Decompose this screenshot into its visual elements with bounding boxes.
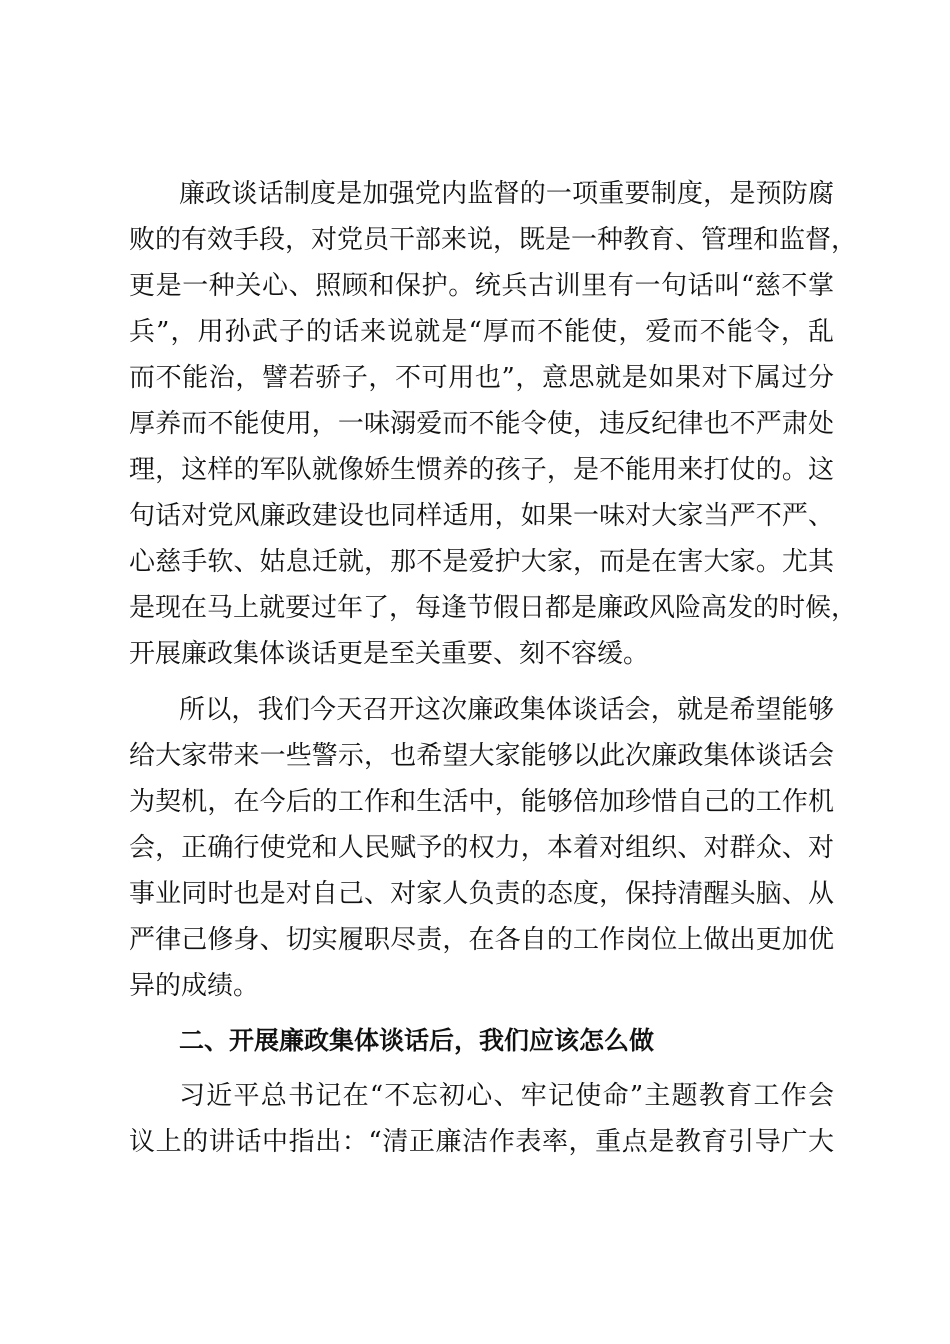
text-line: 兵”，用孙武子的话来说就是“厚而不能使，爱而不能令，乱 — [129, 317, 834, 347]
text-line: 理，这样的军队就像娇生惯养的孩子，是不能用来打仗的。这 — [129, 455, 834, 485]
text-line: 严律己修身、切实履职尽责，在各自的工作岗位上做出更加优 — [129, 925, 834, 955]
text-line: 议上的讲话中指出：“清正廉洁作表率，重点是教育引导广大 — [129, 1127, 834, 1157]
text-line: 异的成绩。 — [129, 971, 260, 1001]
text-line: 会，正确行使党和人民赋予的权力，本着对组织、对群众、对 — [129, 833, 834, 863]
section-heading: 二、开展廉政集体谈话后，我们应该怎么做 — [179, 1026, 655, 1055]
text-line: 开展廉政集体谈话更是至关重要、刻不容缓。 — [129, 639, 650, 669]
text-line: 句话对党风廉政建设也同样适用，如果一味对大家当严不严、 — [129, 501, 834, 531]
text-line: 败的有效手段，对党员干部来说，既是一种教育、管理和监督， — [129, 225, 858, 255]
text-line: 更是一种关心、照顾和保护。统兵古训里有一句话叫“慈不掌 — [129, 271, 834, 301]
text-line: 所以，我们今天召开这次廉政集体谈话会，就是希望能够 — [179, 695, 834, 725]
text-line: 厚养而不能使用，一味溺爱而不能令使，违反纪律也不严肃处 — [129, 409, 834, 439]
text-line: 给大家带来一些警示，也希望大家能够以此次廉政集体谈话会 — [129, 741, 834, 771]
text-line: 是现在马上就要过年了，每逢节假日都是廉政风险高发的时候， — [129, 593, 858, 623]
text-line: 心慈手软、姑息迁就，那不是爱护大家，而是在害大家。尤其 — [129, 547, 834, 577]
text-line: 而不能治，譬若骄子，不可用也”，意思就是如果对下属过分 — [129, 363, 834, 393]
text-line: 事业同时也是对自己、对家人负责的态度，保持清醒头脑、从 — [129, 879, 834, 909]
text-line: 习近平总书记在“不忘初心、牢记使命”主题教育工作会 — [179, 1081, 834, 1111]
text-line: 廉政谈话制度是加强党内监督的一项重要制度，是预防腐 — [179, 179, 834, 209]
text-line: 为契机，在今后的工作和生活中，能够倍加珍惜自己的工作机 — [129, 787, 834, 817]
